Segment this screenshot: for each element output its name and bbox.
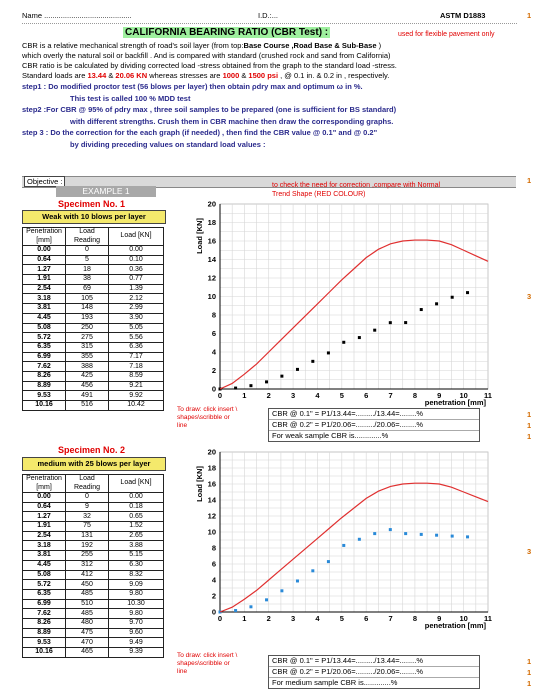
x-tick-label: 7	[388, 614, 393, 623]
table-cell-read: 315	[66, 342, 109, 352]
table-cell-pen: 2.54	[23, 531, 66, 541]
specimen2-subtitle: medium with 25 blows per layer	[22, 457, 166, 471]
x-tick-label: 4	[315, 391, 320, 400]
table-cell-kn: 7.17	[109, 352, 164, 362]
table-cell-read: 69	[66, 284, 109, 294]
x-tick-label: 6	[364, 391, 369, 400]
data-point	[311, 569, 314, 572]
x-tick-label: 9	[437, 391, 442, 400]
data-point	[373, 329, 376, 332]
x-tick-label: 5	[339, 614, 344, 623]
x-tick-label: 9	[437, 614, 442, 623]
table-cell-kn: 6.36	[109, 342, 164, 352]
table-cell-pen: 6.99	[23, 352, 66, 362]
x-tick-label: 1	[242, 614, 247, 623]
x-tick-label: 0	[217, 614, 223, 623]
col-penetration: Penetration [mm]	[23, 475, 66, 493]
table-cell-kn: 3.90	[109, 313, 164, 323]
y-tick-label: 14	[207, 255, 216, 264]
table-row	[23, 371, 164, 381]
specimen2-table	[22, 474, 164, 658]
table-cell-read: 131	[66, 531, 109, 541]
table-cell-pen: 6.35	[23, 589, 66, 599]
table-cell-pen: 1.27	[23, 512, 66, 522]
table-row	[23, 580, 164, 590]
table-cell-read: 510	[66, 599, 109, 609]
table-cell-read: 491	[66, 391, 109, 401]
y-axis-label: Load [KN]	[195, 218, 204, 254]
data-point	[373, 532, 376, 535]
table-cell-kn: 1.52	[109, 522, 164, 532]
x-tick-label: 6	[364, 614, 369, 623]
table-cell-pen: 5.72	[23, 333, 66, 343]
table-cell-read: 105	[66, 294, 109, 304]
y-tick-label: 12	[207, 511, 216, 521]
data-point	[234, 387, 237, 390]
x-axis-label: penetration [mm]	[424, 621, 486, 630]
table-cell-read: 355	[66, 352, 109, 362]
data-point	[342, 341, 345, 344]
data-point	[358, 538, 361, 541]
table-row	[23, 493, 164, 503]
col-reading: Load Reading	[66, 475, 109, 493]
data-point	[280, 375, 283, 378]
row-marker: 1	[527, 11, 532, 20]
table-cell-read: 485	[66, 589, 109, 599]
y-tick-label: 6	[211, 329, 216, 338]
table-cell-pen: 1.91	[23, 522, 66, 532]
table-cell-kn: 0.77	[109, 275, 164, 285]
data-point	[435, 302, 438, 305]
table-row	[23, 342, 164, 352]
table-cell-pen: 8.26	[23, 371, 66, 381]
y-tick-label: 2	[211, 366, 216, 375]
table-cell-read: 9	[66, 502, 109, 512]
data-point	[234, 609, 237, 612]
y-tick-label: 2	[211, 591, 216, 601]
table-cell-kn: 0.36	[109, 265, 164, 275]
y-tick-label: 16	[207, 479, 216, 489]
intro-line-2: which overly the natural soil or backfill . And is compared with standard (crushed rock and sand from California)	[22, 51, 391, 60]
chart-specimen2	[188, 446, 498, 642]
correction-note-2: Trend Shape (RED COLOUR)	[272, 191, 366, 198]
data-point	[404, 321, 407, 324]
table-row	[23, 323, 164, 333]
data-point	[451, 296, 454, 299]
table-row	[23, 255, 164, 265]
result1-marker-c: 1	[527, 432, 532, 441]
table-row	[23, 599, 164, 609]
table-cell-kn: 9.70	[109, 618, 164, 628]
table-row	[23, 391, 164, 401]
table-row	[23, 541, 164, 551]
result1-marker-b: 1	[527, 421, 532, 430]
intro-line-1: CBR is a relative mechanical strength of road's soil layer (from top:Base Course ,Road Base & Sub-Base )	[22, 41, 382, 50]
table-cell-read: 18	[66, 265, 109, 275]
data-point	[420, 533, 423, 536]
table-cell-kn: 6.30	[109, 560, 164, 570]
y-tick-label: 10	[207, 527, 216, 537]
standard-label: ASTM D1883	[440, 11, 486, 20]
table-row	[23, 609, 164, 619]
table-cell-pen: 3.18	[23, 541, 66, 551]
table-cell-read: 516	[66, 401, 109, 411]
table-row	[23, 648, 164, 658]
col-penetration: Penetration [mm]	[23, 228, 66, 246]
table-cell-kn: 5.05	[109, 323, 164, 333]
name-label: Name ..........................................	[22, 11, 132, 20]
table-cell-pen: 6.35	[23, 342, 66, 352]
y-tick-label: 20	[207, 199, 216, 209]
table-cell-kn: 8.32	[109, 570, 164, 580]
data-point	[265, 598, 268, 601]
y-tick-label: 0	[211, 607, 216, 617]
table-row	[23, 304, 164, 314]
data-point	[249, 384, 252, 387]
table-cell-read: 425	[66, 371, 109, 381]
result2-summary: For medium sample CBR is.............%	[272, 678, 398, 687]
x-tick-label: 0	[217, 391, 223, 400]
table-cell-kn: 10.42	[109, 401, 164, 411]
table-cell-pen: 5.08	[23, 323, 66, 333]
table-cell-read: 470	[66, 638, 109, 648]
result2-cbr-02: CBR @ 0.2" = P1/20.06=........./20.06=........%	[269, 667, 479, 678]
table-cell-pen: 5.08	[23, 570, 66, 580]
table-row	[23, 381, 164, 391]
table-cell-pen: 0.64	[23, 502, 66, 512]
chart-specimen1	[188, 198, 498, 420]
table-row	[23, 638, 164, 648]
table-cell-kn: 0.00	[109, 493, 164, 503]
example-label: EXAMPLE 1	[56, 186, 156, 197]
y-tick-label: 6	[211, 559, 216, 569]
step3-note: by dividing preceding values on standard load values :	[70, 140, 266, 149]
table-cell-read: 250	[66, 323, 109, 333]
y-axis-label: Load [KN]	[195, 466, 204, 502]
table-row	[23, 313, 164, 323]
data-point	[311, 360, 314, 363]
table-row	[23, 531, 164, 541]
table-row	[23, 362, 164, 372]
data-point	[342, 544, 345, 547]
table-cell-pen: 0.00	[23, 246, 66, 256]
table-cell-kn: 3.88	[109, 541, 164, 551]
data-point	[435, 534, 438, 537]
table-cell-pen: 0.64	[23, 255, 66, 265]
table-cell-read: 456	[66, 381, 109, 391]
table-cell-pen: 0.00	[23, 493, 66, 503]
table-row	[23, 522, 164, 532]
step1-line: step1 : Do modified proctor test (56 blows per layer) then obtain ρdry max and optimum ω in %.	[22, 82, 363, 91]
y-tick-label: 12	[207, 273, 216, 283]
table-cell-pen: 4.45	[23, 560, 66, 570]
table-cell-pen: 1.27	[23, 265, 66, 275]
table-cell-read: 255	[66, 551, 109, 561]
y-tick-label: 8	[211, 310, 216, 320]
table-cell-read: 0	[66, 493, 109, 503]
x-tick-label: 4	[315, 614, 320, 623]
table-cell-kn: 9.49	[109, 638, 164, 648]
results-box-2	[268, 655, 480, 689]
x-tick-label: 10	[459, 614, 468, 623]
table-row	[23, 628, 164, 638]
table-cell-kn: 0.00	[109, 246, 164, 256]
x-tick-label: 8	[412, 614, 417, 623]
y-tick-label: 0	[211, 384, 216, 394]
table-cell-read: 312	[66, 560, 109, 570]
table-cell-read: 38	[66, 275, 109, 285]
draw-hint-2: To draw: click insert \ shapes\scribble or line	[177, 652, 267, 684]
result2-marker-a: 1	[527, 657, 532, 666]
header-divider	[22, 23, 517, 24]
table-row	[23, 589, 164, 599]
table-cell-read: 465	[66, 648, 109, 658]
table-cell-pen: 9.53	[23, 638, 66, 648]
x-tick-label: 3	[291, 391, 296, 400]
step2-note: with different strengths. Crush them in CBR machine then draw the corresponding graphs.	[70, 117, 394, 126]
table-cell-pen: 3.81	[23, 551, 66, 561]
y-tick-label: 14	[207, 495, 216, 505]
table-cell-kn: 5.15	[109, 551, 164, 561]
result2-cbr-01: CBR @ 0.1" = P1/13.44=........./13.44=........%	[269, 656, 479, 667]
table-row	[23, 512, 164, 522]
table-cell-read: 192	[66, 541, 109, 551]
data-point	[466, 535, 469, 538]
data-point	[451, 535, 454, 538]
table-cell-pen: 1.91	[23, 275, 66, 285]
result1-marker-a: 1	[527, 410, 532, 419]
table-cell-kn: 2.65	[109, 531, 164, 541]
intro-line-4: Standard loads are 13.44 & 20.06 KN whereas stresses are 1000 & 1500 psi , @ 0.1 in. & 0.2 in , respectively.	[22, 71, 390, 80]
table-cell-pen: 10.16	[23, 401, 66, 411]
page-title: CALIFORNIA BEARING RATIO (CBR Test) :	[125, 27, 329, 38]
table-cell-read: 0	[66, 246, 109, 256]
table-cell-pen: 3.81	[23, 304, 66, 314]
table-row	[23, 284, 164, 294]
table-row	[23, 551, 164, 561]
table-cell-kn: 7.18	[109, 362, 164, 372]
y-tick-label: 10	[207, 292, 216, 301]
table-row	[23, 333, 164, 343]
table-cell-pen: 6.99	[23, 599, 66, 609]
table-cell-read: 32	[66, 512, 109, 522]
specimen1-table	[22, 227, 164, 411]
table-cell-read: 148	[66, 304, 109, 314]
table-cell-pen: 5.72	[23, 580, 66, 590]
x-tick-label: 2	[266, 614, 271, 623]
data-point	[265, 380, 268, 383]
x-tick-label: 8	[412, 391, 417, 400]
table-row	[23, 352, 164, 362]
table-row	[23, 401, 164, 411]
table-cell-pen: 8.89	[23, 381, 66, 391]
data-point	[327, 351, 330, 354]
data-point	[420, 308, 423, 311]
table-row	[23, 570, 164, 580]
step3-line: step 3 : Do the correction for the each graph (if needed) , then find the CBR value @ 0.1" and @ 0.2"	[22, 128, 378, 137]
data-point	[466, 291, 469, 294]
specimen1-marker: 3	[527, 292, 532, 301]
data-point	[389, 321, 392, 324]
table-cell-kn: 9.21	[109, 381, 164, 391]
data-point	[296, 368, 299, 371]
table-cell-read: 412	[66, 570, 109, 580]
id-label: I.D.:...	[258, 11, 279, 20]
specimen2-marker: 3	[527, 547, 532, 556]
table-cell-pen: 2.54	[23, 284, 66, 294]
table-cell-kn: 10.30	[109, 599, 164, 609]
data-point	[404, 532, 407, 535]
draw-hint-1: To draw: click insert \ shapes\scribble or line	[177, 406, 267, 438]
y-tick-label: 4	[211, 575, 216, 585]
x-tick-label: 11	[484, 391, 492, 400]
results-box-1	[268, 408, 480, 442]
table-cell-kn: 9.80	[109, 589, 164, 599]
result1-cbr-01: CBR @ 0.1" = P1/13.44=........./13.44=........%	[269, 409, 479, 420]
data-point	[296, 579, 299, 582]
table-cell-kn: 1.39	[109, 284, 164, 294]
result1-summary: For weak sample CBR is.............%	[272, 431, 389, 440]
table-cell-read: 5	[66, 255, 109, 265]
table-cell-kn: 0.18	[109, 502, 164, 512]
table-cell-read: 480	[66, 618, 109, 628]
y-tick-label: 18	[207, 463, 216, 473]
x-tick-label: 11	[484, 614, 492, 623]
table-row	[23, 294, 164, 304]
y-tick-label: 8	[211, 543, 216, 553]
flex-note: used for flexible pavement only	[398, 31, 495, 38]
data-point	[358, 336, 361, 339]
result2-marker-c: 1	[527, 679, 532, 688]
table-cell-kn: 9.80	[109, 609, 164, 619]
table-cell-kn: 9.92	[109, 391, 164, 401]
table-row	[23, 246, 164, 256]
table-cell-pen: 4.45	[23, 313, 66, 323]
table-cell-read: 485	[66, 609, 109, 619]
table-cell-read: 193	[66, 313, 109, 323]
intro-line-3: CBR ratio is be calculated by dividing corrected load -stress obtained from the graph to the standard load -stress.	[22, 61, 397, 70]
table-row	[23, 275, 164, 285]
x-tick-label: 5	[339, 391, 344, 400]
table-cell-pen: 10.16	[23, 648, 66, 658]
table-row	[23, 560, 164, 570]
table-cell-kn: 9.09	[109, 580, 164, 590]
step2-line: step2 :For CBR @ 95% of ρdry max , three soil samples to be prepared (one is sufficient for BS standard)	[22, 105, 397, 114]
data-point	[327, 560, 330, 563]
table-cell-kn: 5.56	[109, 333, 164, 343]
correction-note-1: to check the need for correction ,compare with Normal	[272, 182, 441, 189]
table-cell-kn: 2.99	[109, 304, 164, 314]
data-point	[389, 528, 392, 531]
specimen1-title: Specimen No. 1	[58, 199, 126, 209]
x-tick-label: 7	[388, 391, 393, 400]
col-load: Load [KN]	[109, 475, 164, 493]
table-cell-pen: 7.62	[23, 362, 66, 372]
table-cell-pen: 3.18	[23, 294, 66, 304]
data-point	[249, 605, 252, 608]
table-cell-kn: 9.39	[109, 648, 164, 658]
col-load: Load [KN]	[109, 228, 164, 246]
x-axis-label: penetration [mm]	[424, 398, 486, 407]
objective-marker: 1	[527, 176, 532, 185]
specimen1-subtitle: Weak with 10 blows per layer	[22, 210, 166, 224]
result2-marker-b: 1	[527, 668, 532, 677]
table-cell-pen: 8.89	[23, 628, 66, 638]
x-tick-label: 10	[459, 391, 468, 400]
table-row	[23, 265, 164, 275]
table-cell-kn: 2.12	[109, 294, 164, 304]
col-reading: Load Reading	[66, 228, 109, 246]
y-tick-label: 20	[207, 447, 216, 457]
table-cell-read: 450	[66, 580, 109, 590]
table-cell-read: 75	[66, 522, 109, 532]
x-tick-label: 3	[291, 614, 296, 623]
x-tick-label: 2	[266, 391, 271, 400]
table-cell-kn: 0.65	[109, 512, 164, 522]
table-cell-pen: 7.62	[23, 609, 66, 619]
y-tick-label: 4	[211, 347, 216, 357]
table-row	[23, 502, 164, 512]
result1-cbr-02: CBR @ 0.2" = P1/20.06=........./20.06=........%	[269, 420, 479, 431]
y-tick-label: 16	[207, 236, 216, 246]
table-cell-read: 388	[66, 362, 109, 372]
table-cell-kn: 8.59	[109, 371, 164, 381]
table-cell-read: 275	[66, 333, 109, 343]
step1-note: This test is called 100 % MDD test	[70, 94, 191, 103]
x-tick-label: 1	[242, 391, 247, 400]
table-cell-kn: 0.10	[109, 255, 164, 265]
y-tick-label: 18	[207, 218, 216, 227]
table-cell-pen: 9.53	[23, 391, 66, 401]
table-cell-kn: 9.60	[109, 628, 164, 638]
table-row	[23, 618, 164, 628]
specimen2-title: Specimen No. 2	[58, 445, 126, 455]
table-cell-read: 475	[66, 628, 109, 638]
data-point	[280, 589, 283, 592]
objective-label: Objective :	[24, 176, 65, 187]
table-cell-pen: 8.26	[23, 618, 66, 628]
